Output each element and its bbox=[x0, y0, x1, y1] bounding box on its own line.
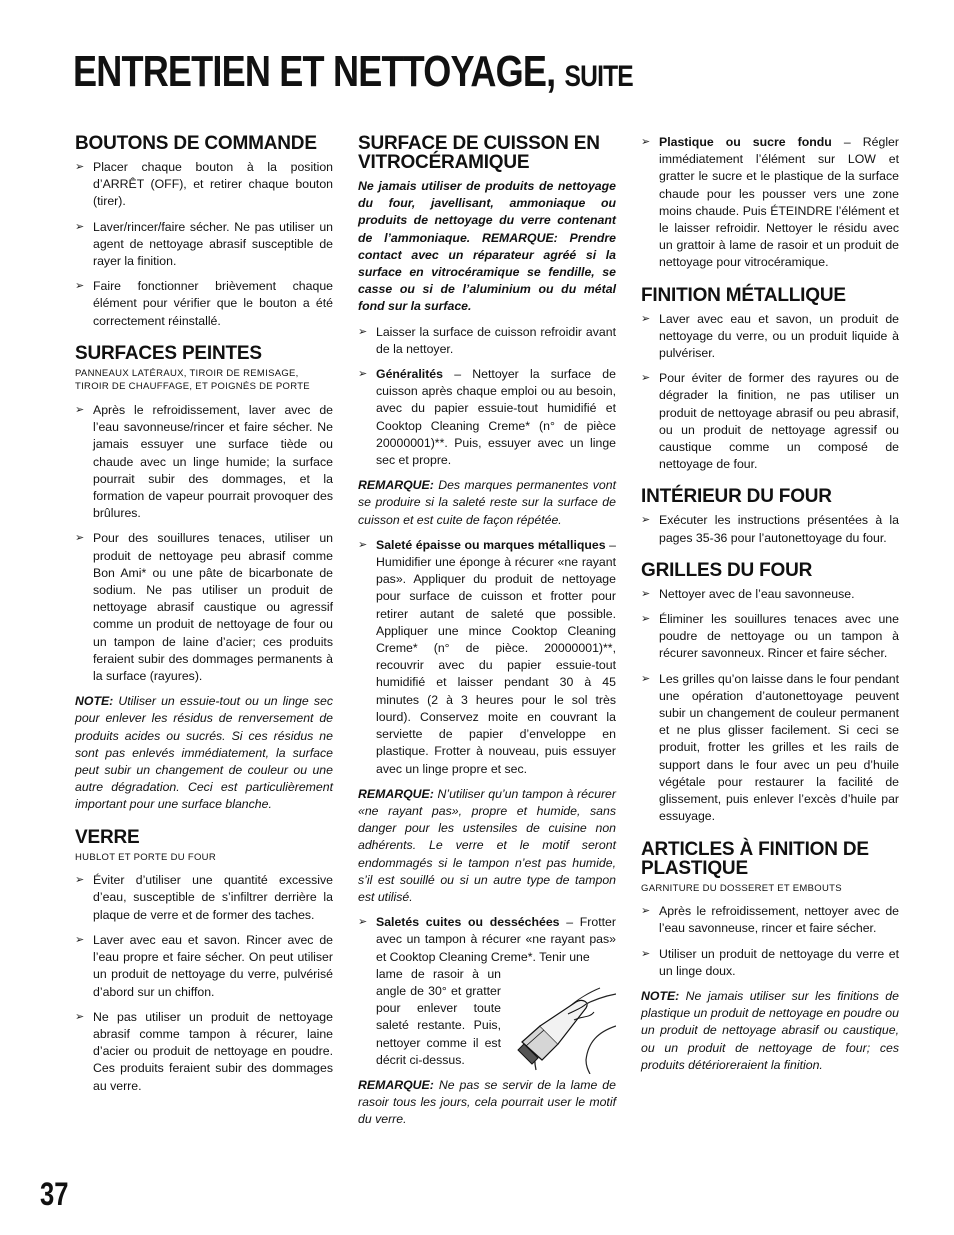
list-item: ➢ Pour des souillures tenaces, utiliser un produit de nettoyage peu abrasif comme Bon Ami* ou une pâte de bicarbonate de sodium. Ne pas utiliser un produit de nettoyage abrasif caustique ou agressif comme un produit de nettoyage de four ou un tampon de laine d’acier; ces produits feraient subir des dommages permanents à la surface (rayures). bbox=[75, 530, 333, 685]
remark-razor bbox=[358, 1077, 616, 1129]
list-item: ➢ Faire fonctionner brièvement chaque élément pour vérifier que le bouton a été correctement réinstallé. bbox=[75, 278, 333, 330]
note-articles-plastique bbox=[641, 988, 899, 1074]
item-label: Plastique ou sucre fondu bbox=[659, 135, 832, 149]
list-item: ➢ Après le refroidissement, nettoyer avec de l’eau savonneuse, rincer et faire sécher. bbox=[641, 903, 899, 937]
remark-label: REMARQUE: bbox=[358, 478, 434, 493]
section-boutons bbox=[75, 134, 333, 330]
list-item: ➢ Laisser la surface de cuisson refroidir avant de la nettoyer. bbox=[358, 324, 616, 358]
list-vitroceramique-1 bbox=[358, 324, 616, 470]
list-boutons bbox=[75, 159, 333, 330]
list-vitroceramique-2 bbox=[358, 537, 616, 778]
list-item: ➢ Ne pas utiliser un produit de nettoyage abrasif comme tampon à récurer, laine d’acier ou produit de nettoyage en poudre. Ces produits feraient subir des dommages au verre. bbox=[75, 1009, 333, 1095]
note-label: NOTE: bbox=[641, 988, 680, 1003]
list-vitroceramique-3 bbox=[358, 914, 616, 1069]
list-item: ➢ Exécuter les instructions présentées à la pages 35-36 pour l’autonettoyage du four. bbox=[641, 512, 899, 546]
heading-interieur-four: INTÉRIEUR DU FOUR bbox=[641, 486, 832, 508]
section-finition-metallique bbox=[641, 286, 899, 474]
column-middle bbox=[358, 134, 616, 1137]
item-label: Saletés cuites ou desséchées bbox=[376, 915, 560, 930]
remark-text: Des marques permanentes vont se produire si la saleté reste sur la surface de cuisson et est cuite de façon répétée. bbox=[358, 478, 616, 527]
list-plastique-sucre bbox=[641, 134, 899, 272]
note-label: NOTE: bbox=[75, 694, 114, 709]
subheading-articles-plastique: GARNITURE DU DOSSERET ET EMBOUTS bbox=[641, 882, 842, 894]
column-left bbox=[75, 134, 333, 1109]
heading-verre: VERRE bbox=[75, 826, 140, 848]
list-item bbox=[641, 134, 899, 272]
remark-scrub-pad bbox=[358, 786, 616, 906]
list-item bbox=[358, 366, 616, 469]
list-item: ➢ Placer chaque bouton à la position d’ARRÊT (OFF), et retirer chaque bouton (tirer). bbox=[75, 159, 333, 211]
section-articles-plastique bbox=[641, 840, 899, 1074]
list-item: ➢ Laver/rincer/faire sécher. Ne pas utiliser un agent de nettoyage abrasif susceptible de rayer la finition. bbox=[75, 219, 333, 271]
list-item: ➢ Pour éviter de former des rayures ou de dégrader la finition, ne pas utiliser un produit de nettoyage abrasif ou peu abrasif, ou un produit de nettoyage agressif ou caustique comme un composé de nettoyage de four. bbox=[641, 370, 899, 473]
heading-vitroceramique: SURFACE DE CUISSON EN VITROCÉRAMIQUE bbox=[358, 133, 600, 173]
note-text: Ne jamais utiliser sur les finitions de plastique un produit de nettoyage en poudre ou un produit de nettoyage abrasif ou caustique, ou un produit de nettoyage de four; ces produits détérioreraient la finition. bbox=[641, 988, 899, 1072]
list-item: ➢ Après le refroidissement, laver avec de l’eau savonneuse/rincer et faire sécher. Ne jamais essuyer une surface tiède ou chaude avec un linge humide; la surface pourrait subir des dommages, et la formation de vapeur pourrait provoquer des brûlures. bbox=[75, 402, 333, 522]
section-interieur-four bbox=[641, 487, 899, 546]
heading-surfaces-peintes: SURFACES PEINTES bbox=[75, 342, 262, 364]
list-item: ➢ Les grilles qu’on laisse dans le four pendant une opération d’autonettoyage peuvent subir un changement de couleur permanent et ne plus glisser facilement. Si ceci se produit, frotter les grilles et les rails de support dans le four avec un peu d’huile végétale pour restaurer la facilité de glissement, puis enlever l’excès d’huile par essuyage. bbox=[641, 671, 899, 826]
list-item: ➢ Nettoyer avec de l’eau savonneuse. bbox=[641, 586, 899, 603]
section-verre bbox=[75, 828, 333, 1095]
razor-scraper-illustration bbox=[498, 986, 616, 1074]
note-text: Utiliser un essuie-tout ou un linge sec pour enlever les résidus de renversement de produits acides ou sucrés. Si ces résidus ne sont pas enlevés immédiatement, la surface peut subir un changement de couleur ou une autre dégradation. Ceci est particulièrement important pour une surface blanche. bbox=[75, 694, 333, 812]
item-text: – Humidifier une éponge à récurer «ne rayant pas». Appliquer du produit de nettoyage pour surface de cuisson et frotter pour retirer autant de saleté que possible. Appliquer une mince Cooktop Cleaning Creme* (n° de pièce. 20000001)**, recouvrir avec du papier essuie-tout humidifié et laisser pendant 30 à 45 minutes (2 à 3 heures pour le sol très lourd). Conservez moite en couvrant la serviette de papier d’enveloppe en plastique. Frotter à nouveau, puis essuyer avec un linge propre et sec. bbox=[376, 537, 616, 776]
item-text-continued: lame de rasoir à un angle de 30° et gratter pour enlever toute saleté restante. Puis, nettoyer comme il est décrit ci-dessus. bbox=[376, 966, 501, 1067]
subheading-verre: HUBLOT ET PORTE DU FOUR bbox=[75, 851, 216, 863]
section-surfaces-peintes bbox=[75, 344, 333, 814]
list-item: ➢ Utiliser un produit de nettoyage du verre et un linge doux. bbox=[641, 946, 899, 980]
list-articles-plastique bbox=[641, 903, 899, 980]
list-item: ➢ Éviter d’utiliser une quantité excessive d’eau, susceptible de s’infiltrer derrière la plaque de verre et de former des taches. bbox=[75, 872, 333, 924]
heading-boutons: BOUTONS DE COMMANDE bbox=[75, 133, 317, 154]
remark-label: REMARQUE: bbox=[358, 786, 434, 801]
list-item: ➢ Laver avec eau et savon, un produit de nettoyage du verre, ou un produit liquide à pulvériser. bbox=[641, 311, 899, 363]
subheading-surfaces-peintes: PANNEAUX LATÉRAUX, TIROIR DE REMISAGE, TIROIR DE CHAUFFAGE, ET POIGNÉS DE PORTE bbox=[75, 367, 310, 393]
page-number: 37 bbox=[40, 1176, 69, 1212]
list-item: ➢ Laver avec eau et savon. Rincer avec de l’eau propre et faire sécher. On peut utiliser un produit de nettoyage du verre, pulvérisé d’abord sur un chiffon. bbox=[75, 932, 333, 1001]
item-text: – Nettoyer la surface de cuisson après chaque emploi ou au besoin, avec du papier essuie-tout humidifié et Cooktop Cleaning Creme* (n° de pièce 20000001)**. Puis, essuyer avec un linge sec et propre. bbox=[376, 367, 616, 468]
remark-text: N’utiliser qu’un tampon à récurer «ne rayant pas», propre et humide, sans danger pour les ustensiles de cuisine non adhérents. Le verre et le motif seront endommagés si le tampon n’est pas humide, s’il est souillé ou si un autre type de tampon est utilisé. bbox=[358, 786, 616, 904]
list-grilles-four bbox=[641, 586, 899, 826]
list-item bbox=[358, 914, 616, 1069]
page-title bbox=[73, 47, 633, 96]
list-item bbox=[358, 537, 616, 778]
section-grilles-four bbox=[641, 561, 899, 826]
list-interieur-four bbox=[641, 512, 899, 546]
page-title-suffix: SUITE bbox=[564, 60, 633, 93]
list-verre bbox=[75, 872, 333, 1094]
remark-permanent-marks bbox=[358, 477, 616, 529]
warning-vitroceramique: Ne jamais utiliser de produits de nettoyage du four, javellisant, ammoniaque ou produits de nettoyage du verre contenant de l’ammoniaque. REMARQUE: Prendre contact avec un réparateur agréé si la surface en vitrocéramique se fendille, se casse ou si de l’aluminium ou du métal fond sur la surface. bbox=[358, 179, 616, 314]
note-surfaces-peintes bbox=[75, 693, 333, 813]
list-item: ➢ Éliminer les souillures tenaces avec une poudre de nettoyage ou un tampon à récurer savonneux. Rincer et faire sécher. bbox=[641, 611, 899, 663]
item-text: – Frotter avec un tampon à récurer «ne rayant pas» et Cooktop Cleaning Creme*. Tenir une bbox=[376, 915, 616, 964]
remark-text: Ne pas se servir de la lame de rasoir tous les jours, cela pourrait user le motif du verre. bbox=[358, 1077, 616, 1127]
item-label: Saleté épaisse ou marques métalliques bbox=[376, 537, 606, 552]
heading-grilles-four: GRILLES DU FOUR bbox=[641, 559, 813, 581]
heading-finition-metallique: FINITION MÉTALLIQUE bbox=[641, 284, 846, 306]
remark-label: REMARQUE: bbox=[358, 1077, 434, 1092]
item-text: – Régler immédiatement l’élément sur LOW et gratter le sucre et le plastique de la surface chaude pour les pousser vers une zone moins chaude. Puis ÉTEINDRE l’élément et le laisser refroidir. Nettoyer le résidu avec un grattoir à lame de rasoir et un produit de nettoyage pour vitrocéramique. bbox=[659, 135, 899, 270]
column-right bbox=[641, 134, 899, 1088]
list-surfaces-peintes bbox=[75, 402, 333, 685]
page-title-main: ENTRETIEN ET NETTOYAGE, bbox=[73, 47, 556, 96]
item-label: Généralités bbox=[376, 367, 443, 382]
heading-articles-plastique: ARTICLES À FINITION DE PLASTIQUE bbox=[641, 838, 869, 879]
list-finition-metallique bbox=[641, 311, 899, 474]
